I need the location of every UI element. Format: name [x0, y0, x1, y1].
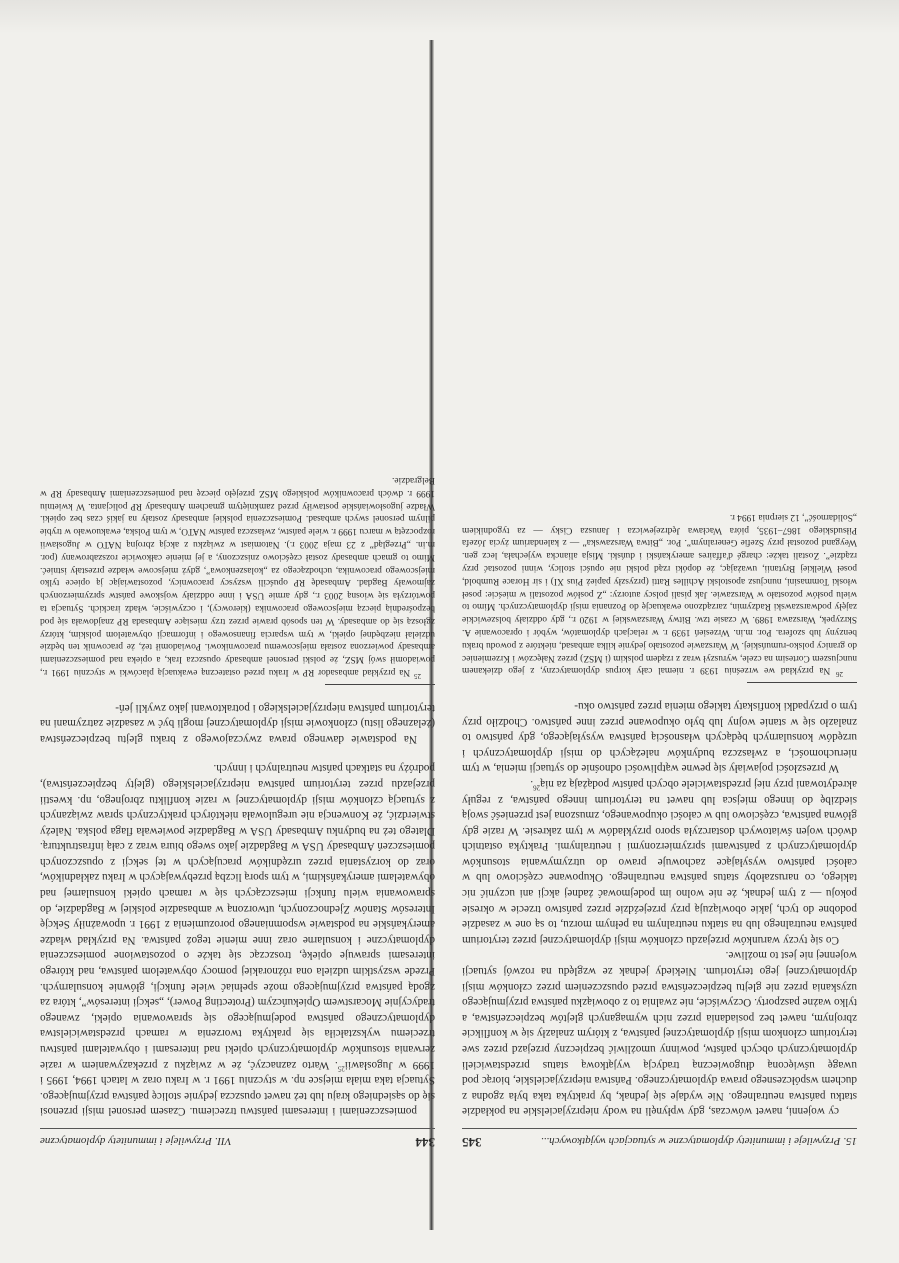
page-number: 345	[462, 1135, 482, 1150]
page-344	[40, 120, 435, 1150]
footnote-rule	[325, 684, 435, 685]
page-345	[462, 120, 857, 1150]
running-head-title: VII. Przywileje i immunitety dyplomatyczne	[40, 1135, 232, 1147]
running-head-title: 15. Przywileje i immunitety dyplomatyczne w sytuacjach wyjątkowych...	[540, 1135, 857, 1147]
paragraph: Na podstawie dawnego prawa zwyczajowego z braku glejtu bezpieczeństwa (żelaznego listu) członkowie misji dyplomatycznej mogli być w zasadzie zatrzymani na terytorium państwa nieprzyjacielskiego i potraktowani jako zwykli jeń-	[40, 701, 435, 745]
paragraph: W przeszłości pojawiały się pewne wątpliwości odnośnie do sytuacji mienia, w tym nieruchomości, a zwłaszcza budynków należących do misji dyplomatycznych i urzędów konsularnych będących własnością państwa wysyłającego, gdy państwo to znalazło się w stanie wojny lub było okupowane przez inne państwo. Chodziło przy tym o przypadki konfiskaty takiego mienia przez państwo oku-	[462, 699, 857, 775]
footnote: $^{26}$ Na przykład we wrześniu 1939 r. niemal cały korpus dyplomatyczny, z jego dziekanem nuncjuszem Cortesim na czele, wyruszył wraz z rządem polskim (i MSZ) przez Nałęczów i Krzemieniec do granicy polsko-rumuńskiej. W Warszawie pozostało jedynie kilka ambasad, niektóre z powodu braku benzyny lub szofera. Por. m.in. Wrzesień 1939 r. w relacjach dyplomatów, wybór i opracowanie A. Skrzypek, Warszawa 1989. W czasie tzw. Bitwy Warszawskiej w 1920 r., gdy oddziały bolszewickie zajęły podwarszawski Radzymin, zarządzono ewakuację do Poznania misji dyplomatycznych. Mimo to wielu posłów pozostało w Warszawie. Jak pisali polscy autorzy: „Z posłów pozostali w mieście: poseł włoski Tommasini, nuncjusz apostolski Achilles Ratti (przyszły papież Pius XI) i sir Horace Rumbold, poseł Wielkiej Brytanii, uważając, że dopóki rząd polski nie opuści stolicy, winni pozostać przy rządzie”. Zostali także: chargé d'affaires amerykański i duński. Misja aliancka wyjechała, lecz gen. Weygand pozostał przy Szefie Generalnym”. Por. „Bitwa Warszawska” — z kalendarium życia Józefa Piłsudskiego 1867–1935, pióra Wacława Jędrzejewicza i Janusza Cisky — za tygodnikiem „Solidarność”, 12 sierpnia 1994 r.	[462, 511, 857, 679]
running-head	[40, 1128, 435, 1150]
page-number: 344	[415, 1135, 435, 1150]
footnote: $^{25}$ Na przykład ambasador RP w Iraku przed ostateczną ewakuacją placówki w styczniu 1991 r., powiadomił swój MSZ, że polski personel ambasady opuszcza Irak, a opieka nad pomieszczeniami ambasady powierzona została miejscowemu pracownikowi. Powiadomił też, że pracownik ten będzie udzielał niezbędnej opieki, w tym wsparcia finansowego i informacji obywatelom polskim, którzy zgłoszą się do ambasady. W ten sposób prawie przez trzy miesiące Ambasada RP znajdowała się pod bezpośrednią pieczą miejscowego pracownika (kierowcy), i oczywiście, władz irackich. Sytuacja ta powtórzyła się wiosną 2003 r., gdy armie USA i inne oddziały wojskowe państw sprzymierzonych zajmowały Bagdad. Ambasadę RP opuścili wszyscy pracownicy, pozostawiając ją opiece tylko miejscowego pracownika, uchodzącego za „kolaszenkowa”, gdyż miejscowe władze przestały istnieć. Mimo to gmach ambasady został częściowo zniszczony, a jej mienie całkowicie rozszabrowany (por. m.in. „Przegląd” z 23 maja 2003 r.). Natomiast w związku z akcją zbrojną NATO w Jugosławii rozpoczętą w marcu 1999 r. wiele państw, zwłaszcza państw NATO, w tym Polska, ewakuowało w trybie pilnym personel swych ambasad. Pomieszczenia polskiej ambasady zostały na jakiś czas bez opieki. Władze jugosłowiańskie postawiły przed zamkniętym gmachem Ambasady RP policjanta. W kwietniu 1999 r. dwóch pracowników polskiego MSZ przejęło pieczę nad pomieszczeniami Ambasady RP w Belgradzie.	[40, 475, 435, 681]
paragraph: cy wojenni, nawet wówczas, gdy wpłynęli na wody nieprzyjacielskie na pokładzie statku państwa neutralnego. Nie wydaje się jednak, by praktyka taka była zgodna z duchem współczesnego prawa dyplomatycznego. Państwa nieprzyjacielskie, biorąc pod uwagę uświęconą długowieczną tradycją wyjątkową status przedstawicieli dyplomatycznych obcych państw, powinny umożliwić bezpieczny przejazd przez swe terytorium członkom misji dyplomatycznej państwa, z którym znalazły się w konflikcie zbrojnym, nawet bez posiadania przez nich wymaganych glejtów bezpieczeństwa, a tylko ważne paszporty. Oczywiście, nie zwalnia to z obowiązku państwa przyjmującego uzyskania przez nie glejtu bezpieczeństwa przed opuszczeniem przez członków misji dyplomatycznej jego terytorium. Niekiedy jednak ze względu na rozwój sytuacji wojennej nie jest to możliwe.	[462, 949, 857, 1118]
running-head	[462, 1128, 857, 1150]
paragraph: Co się tyczy warunków przejazdu członków misji dyplomatycznej przez terytorium państwa neutralnego lub na statku neutralnym na pełnym morzu, to są one w zasadzie podobne do tych, jakie obowiązują przy przejeździe przez państwo trzecie w okresie pokoju — z tym jednak, że nie wolno im podejmować żadnej akcji ani uczynić nic takiego, co naruszałoby status państwa neutralnego. Okupowane częściowo lub w całości państwo wysyłające zachowuje prawo do utrzymywania stosunków dyplomatycznych z państwami sprzymierzonymi i neutralnymi. Praktyka ostatnich dwóch wojen światowych dostarczyła sporo przykładów w tym zakresie. W razie gdy główna państwa, częściowo lub w całości okupowanego, zmuszona jest przenieść swoją siedzibę do innego miejsca lub nawet na terytorium innego państwa, z reguły akredytowani przy niej przedstawiciele obcych państw podążają za nią$^{26}$.	[462, 777, 857, 946]
paragraph: pomieszczeniami i interesami państwu trzeciemu. Czasem personel misji przenosi się do sąsiedniego kraju lub też nawet opuszcza jedynie stolicę państwa przyjmującego. Sytuacja taka miała miejsce np. w styczniu 1991 r. w Iraku oraz w latach 1994, 1995 i 1999 w Jugosławii$^{25}$. Warto zaznaczyć, że w związku z przekazywaniem w razie zerwania stosunków dyplomatycznych opieki nad interesami i obywatelami państwu trzeciemu wykształciła się praktyka tworzenia w ramach przedstawicielstwa dyplomatycznego państwa podejmującego się sprawowania opieki, zwanego tradycyjnie Mocarstwem Opiekuńczym (Protecting Power), „sekcji interesów”, która za zgodą państwa przyjmującego może spełniać wiele funkcji, głównie konsularnych. Przede wszystkim udziela ona różnorakiej pomocy obywatelom państwa, nad którego interesami sprawuje opiekę, troszcząc się także o pozostawione pomieszczenia dyplomatyczne i konsularne oraz inne mienie tegoż państwa. Na przykład władze amerykańskie na podstawie wspomnianego porozumienia z 1991 r. upoważniły Sekcję Interesów Stanów Zjednoczonych, utworzoną w ambasadzie polskiej w Bagdadzie, do sprawowania wielu funkcji mieszczących się w ramach opieki konsularnej nad obywatelami amerykańskimi, w tym sporą liczbą przebywających w Iraku zakładników, oraz do korzystania przez urzędników pracujących w tej sekcji z opuszczonych pomieszczeń Ambasady USA w Bagdadzie jako swego biura wraz z całą infrastrukturą. Dlatego też na budynku Ambasady USA w Bagdadzie powiewała flaga polska. Należy stwierdzić, że Konwencja nie uregulowała niektórych praktycznych spraw związanych z sytuacją członków misji dyplomatycznej w razie konfliktu zbrojnego, np. kwestii przejazdu przez terytorium państwa nieprzyjacielskiego (glejty bezpieczeństwa), podróży na statkach państw neutralnych i innych.	[39, 762, 435, 1118]
footnote-rule	[747, 682, 857, 683]
